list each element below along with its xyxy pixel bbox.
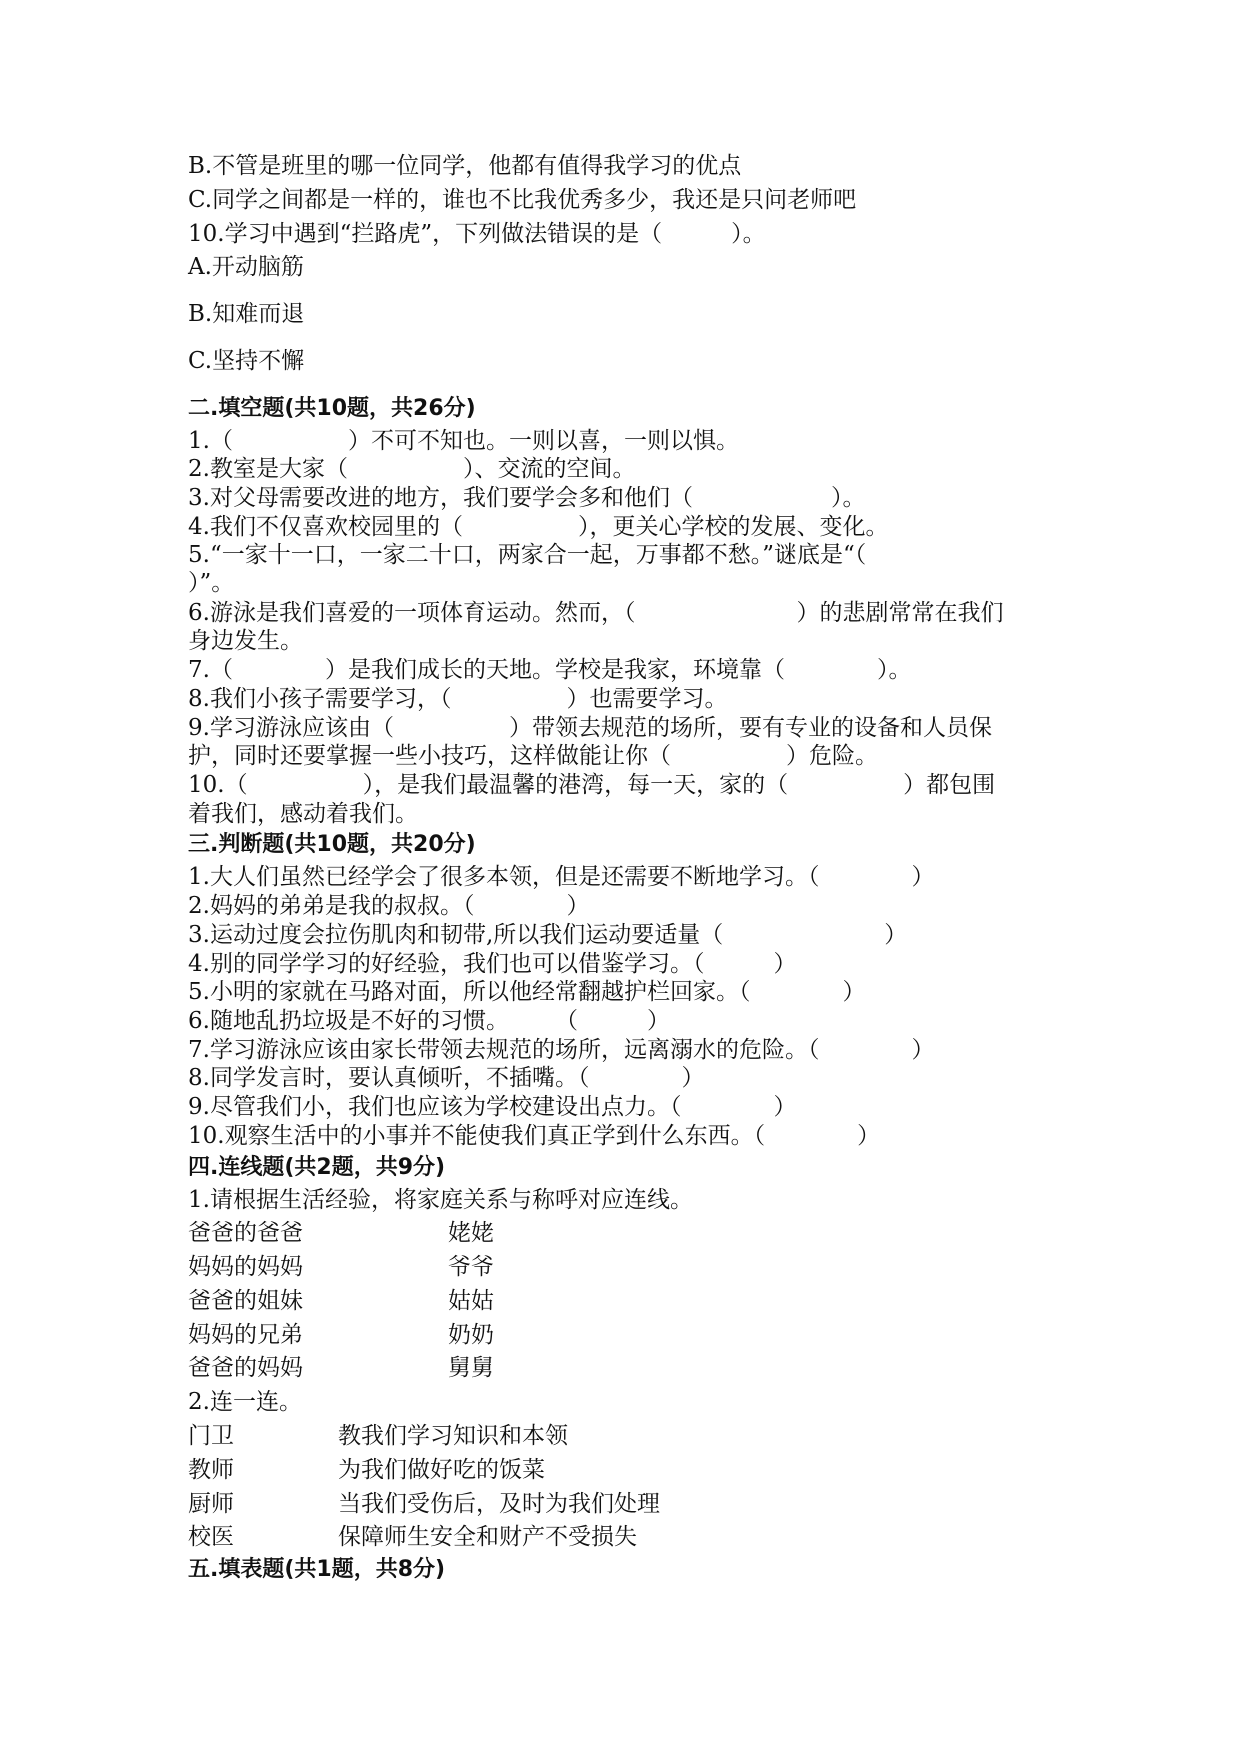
fill-blank-line: 1.（ ）不可不知也。一则以喜，一则以惧。 [188, 428, 739, 454]
match-q2: 2.连一连。 [188, 1389, 302, 1415]
judge-line: 10.观察生活中的小事并不能使我们真正学到什么东西。（ ） [188, 1123, 881, 1149]
match-right-item: 教我们学习知识和本领 [338, 1423, 568, 1449]
match-left-item: 爸爸的妈妈 [188, 1355, 303, 1381]
match-right-item: 姥姥 [448, 1220, 494, 1246]
fill-blank-line: 8.我们小孩子需要学习，（ ）也需要学习。 [188, 686, 728, 712]
match-left-item: 妈妈的兄弟 [188, 1322, 303, 1348]
match-left-item: 爸爸的姐妹 [188, 1288, 303, 1314]
fill-blank-line: 6.游泳是我们喜爱的一项体育运动。然而，（ ）的悲剧常常在我们 [188, 600, 1004, 626]
match-left-item: 门卫 [188, 1423, 234, 1449]
judge-line: 4.别的同学学习的好经验，我们也可以借鉴学习。（ ） [188, 951, 797, 977]
match-right-item: 奶奶 [448, 1322, 494, 1348]
match-left-item: 厨师 [188, 1491, 234, 1517]
q10-option-c: C.坚持不懈 [188, 348, 305, 374]
match-right-item: 姑姑 [448, 1288, 494, 1314]
match-right-item: 保障师生安全和财产不受损失 [338, 1524, 637, 1550]
fill-blank-line: 护，同时还要掌握一些小技巧，这样做能让你（ ）危险。 [188, 743, 878, 769]
section3-heading: 三.判断题(共10题，共20分) [188, 832, 476, 857]
match-left-item: 校医 [188, 1524, 234, 1550]
judge-line: 7.学习游泳应该由家长带领去规范的场所，远离溺水的危险。（ ） [188, 1037, 935, 1063]
fill-blank-line: 身边发生。 [188, 628, 303, 654]
match-left-item: 教师 [188, 1457, 234, 1483]
fill-blank-line: 5.“一家十一口，一家二十口，两家合一起，万事都不愁。”谜底是“（ [188, 542, 867, 568]
match-q1: 1.请根据生活经验，将家庭关系与称呼对应连线。 [188, 1187, 693, 1213]
match-right-item: 当我们受伤后，及时为我们处理 [338, 1491, 660, 1517]
fill-blank-line: 10.（ ），是我们最温馨的港湾，每一天，家的（ ）都包围 [188, 772, 996, 798]
match-right-item: 为我们做好吃的饭菜 [338, 1457, 545, 1483]
q10-option-b: B.知难而退 [188, 301, 305, 327]
fill-blank-line: ）”。 [188, 570, 235, 596]
fill-blank-line: 2.教室是大家（ ）、交流的空间。 [188, 456, 636, 482]
section5-heading: 五.填表题(共1题，共8分) [188, 1557, 446, 1582]
judge-line: 8.同学发言时，要认真倾听，不插嘴。（ ） [188, 1065, 705, 1091]
section2-heading: 二.填空题(共10题，共26分) [188, 396, 476, 421]
judge-line: 5.小明的家就在马路对面，所以他经常翻越护栏回家。（ ） [188, 979, 866, 1005]
fill-blank-line: 4.我们不仅喜欢校园里的（ ），更关心学校的发展、变化。 [188, 514, 889, 540]
q9-option-b: B.不管是班里的哪一位同学，他都有值得我学习的优点 [188, 153, 742, 179]
match-left-item: 爸爸的爸爸 [188, 1220, 303, 1246]
judge-line: 9.尽管我们小，我们也应该为学校建设出点力。（ ） [188, 1094, 797, 1120]
q9-option-c: C.同学之间都是一样的，谁也不比我优秀多少，我还是只问老师吧 [188, 187, 857, 213]
judge-line: 3.运动过度会拉伤肌肉和韧带,所以我们运动要适量（ ） [188, 922, 908, 948]
fill-blank-line: 9.学习游泳应该由（ ）带领去规范的场所，要有专业的设备和人员保 [188, 715, 992, 741]
fill-blank-line: 着我们，感动着我们。 [188, 801, 418, 827]
judge-line: 6.随地乱扔垃圾是不好的习惯。 （ ） [188, 1008, 670, 1034]
judge-line: 2.妈妈的弟弟是我的叔叔。（ ） [188, 893, 590, 919]
match-right-item: 爷爷 [448, 1254, 494, 1280]
match-right-item: 舅舅 [448, 1355, 494, 1381]
judge-line: 1.大人们虽然已经学会了很多本领，但是还需要不断地学习。（ ） [188, 864, 935, 890]
section4-heading: 四.连线题(共2题，共9分) [188, 1155, 446, 1180]
fill-blank-line: 7.（ ）是我们成长的天地。学校是我家，环境靠（ ）。 [188, 657, 912, 683]
fill-blank-line: 3.对父母需要改进的地方，我们要学会多和他们（ ）。 [188, 485, 866, 511]
match-left-item: 妈妈的妈妈 [188, 1254, 303, 1280]
q10-question: 10.学习中遇到“拦路虎”，下列做法错误的是（ ）。 [188, 221, 766, 247]
q10-option-a: A.开动脑筋 [188, 254, 304, 280]
